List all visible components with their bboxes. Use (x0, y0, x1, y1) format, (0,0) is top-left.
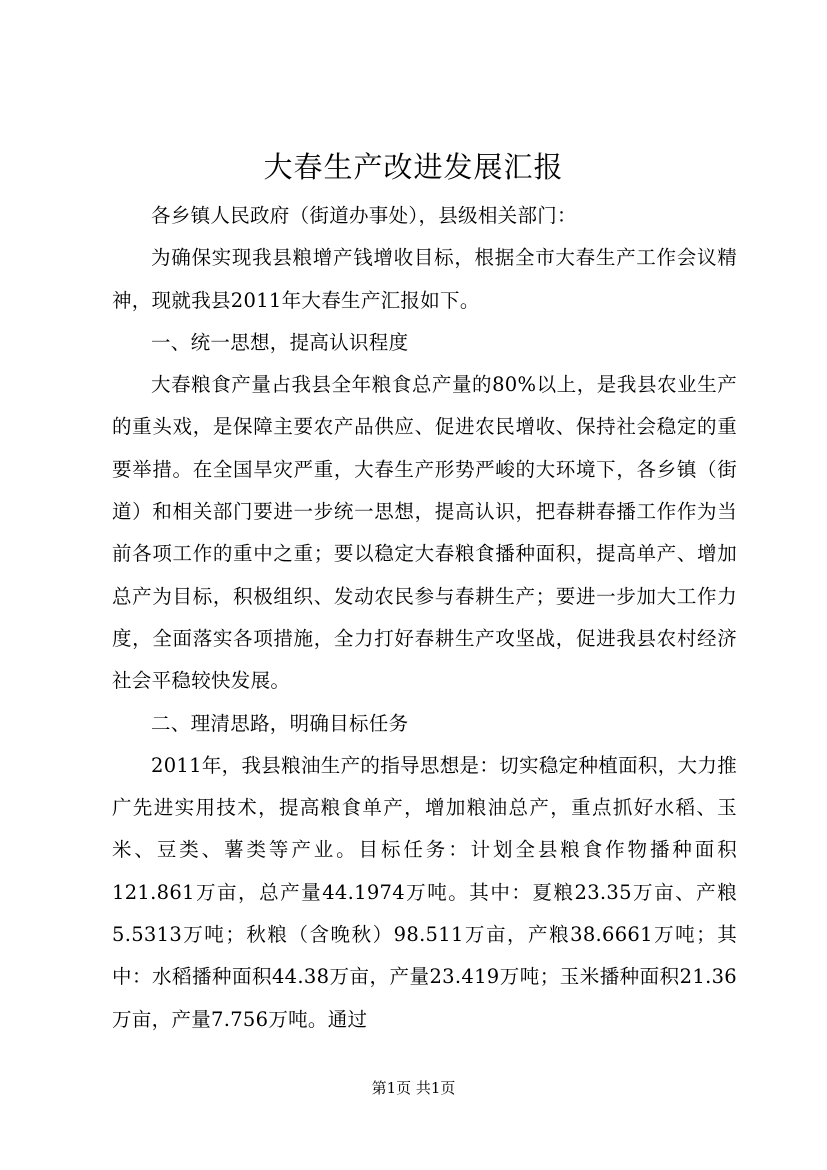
section-1-paragraph: 大春粮食产量占我县全年粮食总产量的80%以上，是我县农业生产的重头戏，是保障主要农产品供应、促进农民增收、保持社会稳定的重要举措。在全国旱灾严重，大春生产形势严峻的大环境下，各乡镇（街道）和相关部门要进一步统一思想，提高认识，把春耕春播工作作为当前各项工作的重中之重；要以稳定大春粮食播种面积，提高单产、增加总产为目标，积极组织、发动农民参与春耕生产；要进一步加大工作力度，全面落实各项措施，全力打好春耕生产攻坚战，促进我县农村经济社会平稳较快发展。 (112, 373, 737, 693)
section-heading-2: 二、理清思路，明确目标任务 (151, 711, 409, 735)
document-title: 大春生产改进发展汇报 (263, 150, 564, 184)
intro-paragraph: 为确保实现我县粮增产钱增收目标，根据全市大春生产工作会议精神，现就我县2011年大春生产汇报如下。 (112, 246, 737, 312)
salutation-paragraph: 各乡镇人民政府（街道办事处），县级相关部门： (151, 204, 577, 227)
section-2-paragraph: 2011年，我县粮油生产的指导思想是：切实稳定种植面积，大力推广先进实用技术，提高粮食单产，增加粮油总产，重点抓好水稻、玉米、豆类、薯类等产业。目标任务：计划全县粮食作物播种面积121.861万亩，总产量44.1974万吨。其中：夏粮23.35万亩、产粮5.5313万吨；秋粮（含晚秋）98.511万亩，产粮38.6661万吨；其中：水稻播种面积44.38万亩，产量23.419万吨；玉米播种面积21.36万亩，产量7.756万吨。通过 (112, 753, 737, 1031)
document-body (112, 195, 737, 1041)
page-number-footer: 第1页 共1页 (371, 1079, 456, 1097)
section-heading-1: 一、统一思想，提高认识程度 (151, 330, 409, 354)
